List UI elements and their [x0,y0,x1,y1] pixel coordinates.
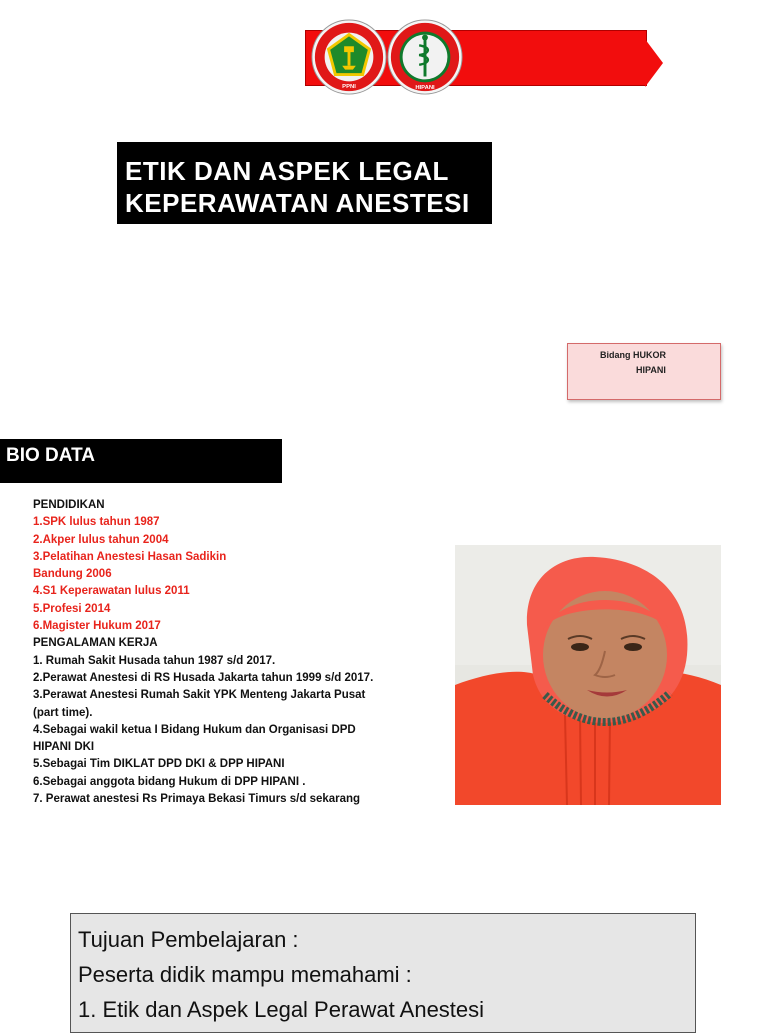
bio-line: Bandung 2006 [33,568,112,581]
ppni-label: PPNI [342,84,356,91]
objectives-box [70,913,696,1033]
bio-line: 2.Akper lulus tahun 2004 [33,533,169,546]
objectives-line-2: Peserta didik mampu memahami : [78,962,412,987]
banner-arrow [645,39,663,87]
bio-line: PENDIDIKAN [33,499,105,511]
title-line-1: ETIK DAN ASPEK LEGAL [125,156,449,186]
bio-line: 7. Perawat anestesi Rs Primaya Bekasi Timurs s/d sekarang [33,793,361,806]
bio-line: 6.Magister Hukum 2017 [33,620,161,633]
bio-line: 3.Pelatihan Anestesi Hasan Sadikin [33,550,227,563]
hipani-label: HIPANI [415,85,435,92]
bio-content [33,497,443,808]
bio-line: 1. Rumah Sakit Husada tahun 1987 s/d 2017. [33,654,276,667]
ppni-logo [310,18,388,96]
bio-line: 5.Sebagai Tim DIKLAT DPD DKI & DPP HIPANI [33,758,285,771]
hipani-logo [386,18,464,96]
objectives-line-1: Tujuan Pembelajaran : [78,927,299,952]
department-line-2: HIPANI [636,365,666,375]
department-box [567,343,721,400]
bio-line: HIPANI DKI [33,741,95,754]
bio-line: PENGALAMAN KERJA [33,637,158,650]
title-box [117,142,492,224]
bio-line: 6.Sebagai anggota bidang Hukum di DPP HIPANI . [33,775,306,788]
bio-line: (part time). [33,706,93,719]
bio-line: 3.Perawat Anestesi Rumah Sakit YPK Menteng Jakarta Pusat [33,689,366,702]
bio-line: 5.Profesi 2014 [33,602,111,615]
bio-line: 1.SPK lulus tahun 1987 [33,516,160,529]
department-line-1: Bidang HUKOR [600,350,666,360]
bio-heading: BIO DATA [0,439,282,483]
slide-objectives [0,890,768,1024]
bio-line: 2.Perawat Anestesi di RS Husada Jakarta tahun 1999 s/d 2017. [33,671,374,684]
slide-biodata [0,420,768,890]
bio-line: 4.Sebagai wakil ketua I Bidang Hukum dan Organisasi DPD [33,723,356,736]
portrait-photo [455,545,721,805]
title-line-2: KEPERAWATAN ANESTESI [125,188,470,218]
objectives-line-3: 1. Etik dan Aspek Legal Perawat Anestesi [78,997,485,1022]
bio-line: 4.S1 Keperawatan lulus 2011 [33,585,190,598]
slide-title [0,0,768,420]
